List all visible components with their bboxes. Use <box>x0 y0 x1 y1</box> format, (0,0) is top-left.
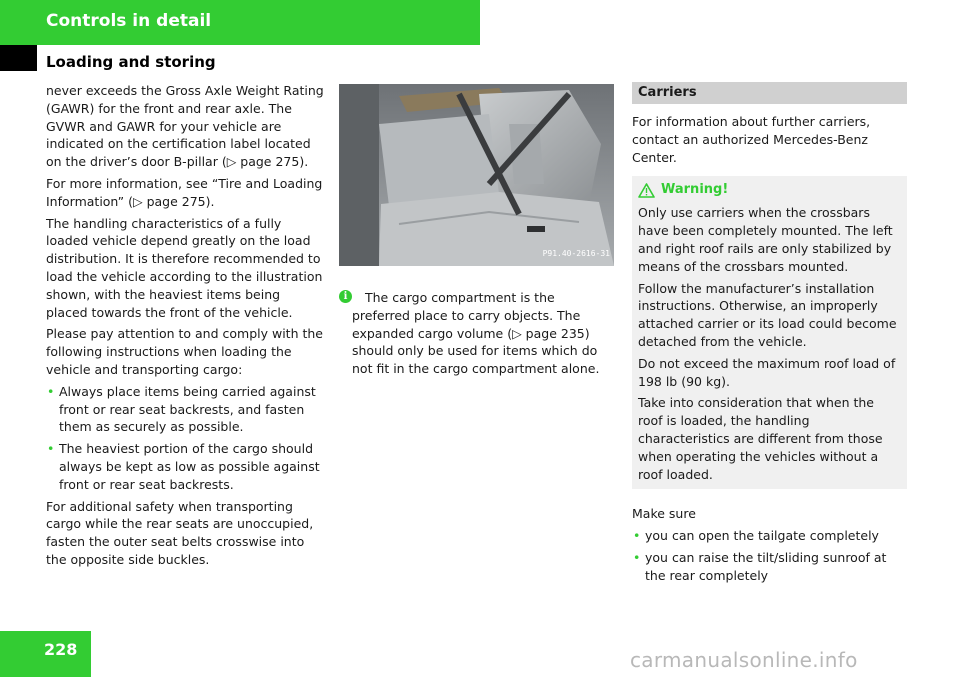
list-item-text: you can raise the tilt/sliding sunroof at the rear completely <box>645 549 887 583</box>
bullet-icon: • <box>47 383 55 399</box>
list-item <box>632 549 907 585</box>
list-item <box>46 440 324 493</box>
photo-code: P91.40-2616-31 <box>542 249 610 259</box>
bullet-icon: • <box>633 528 641 544</box>
warning-triangle-icon <box>638 183 655 198</box>
watermark[interactable]: carmanualsonline.info <box>630 648 858 672</box>
paragraph: Please pay attention to and comply with the following instructions when loading the vehicle and transporting cargo: <box>46 326 323 377</box>
chapter-title: Controls in detail <box>46 11 212 31</box>
carriers-heading: Carriers <box>632 82 907 104</box>
warning-paragraph: Only use carriers when the crossbars have been completely mounted. The left and right roof rails are only stabilized by means of the crossbars mounted. <box>638 205 893 274</box>
list-item-text: you can open the tailgate completely <box>645 528 879 544</box>
column-middle <box>339 84 614 378</box>
paragraph: The handling characteristics of a fully loaded vehicle depend greatly on the load distribution. It is therefore recommended to load the vehicle according to the illustration shown, with the heaviest items being placed towards the front of the vehicle. <box>46 215 323 320</box>
bullet-icon: • <box>47 441 55 457</box>
section-marker <box>0 45 37 71</box>
column-right <box>632 82 907 589</box>
section-title: Loading and storing <box>46 53 216 71</box>
warning-paragraph: Take into consideration that when the roof is loaded, the handling characteristics are different from those when operating the vehicles without a roof loaded. <box>638 395 883 482</box>
warning-label: Warning! <box>661 182 729 198</box>
list-item-text: The heaviest portion of the cargo should always be kept as low as possible against front or rear seat backrests. <box>59 441 320 492</box>
list-item-text: Always place items being carried against front or rear seat backrests, and fasten them as securely as possible. <box>59 383 316 435</box>
list-item <box>632 527 907 545</box>
info-text: The cargo compartment is the preferred place to carry objects. The expanded cargo volume (▷ page 235) should only be used for items which do not fit in the cargo compartment alone. <box>352 290 600 377</box>
column-left <box>46 82 324 573</box>
info-note <box>339 289 614 378</box>
paragraph: Make sure <box>632 506 696 522</box>
info-icon: i <box>339 290 352 303</box>
paragraph: never exceeds the Gross Axle Weight Rating (GAWR) for the front and rear axle. The GVWR and GAWR for your vehicle are indicated on the certification label located on the driver’s door B-pillar (▷ page 275). <box>46 83 324 170</box>
warning-paragraph: Do not exceed the maximum roof load of 198 lb (90 kg). <box>638 355 896 389</box>
rear-seat-illustration <box>339 84 614 266</box>
warning-header <box>638 180 901 200</box>
bullet-icon: • <box>633 549 641 565</box>
warning-paragraph: Follow the manufacturer’s installation instructions. Otherwise, an improperly attached carrier or its load could become detached from the vehicle. <box>638 280 897 349</box>
list-item <box>46 383 324 436</box>
page-number: 228 <box>44 640 78 659</box>
cargo-seat-photo <box>339 84 614 266</box>
paragraph: For information about further carriers, contact an authorized Mercedes-Benz Center. <box>632 114 871 165</box>
paragraph: For additional safety when transporting cargo while the rear seats are unoccupied, fasten the outer seat belts crosswise into the opposite side buckles. <box>46 498 314 567</box>
warning-box <box>632 176 907 489</box>
paragraph: For more information, see “Tire and Loading Information” (▷ page 275). <box>46 175 323 209</box>
